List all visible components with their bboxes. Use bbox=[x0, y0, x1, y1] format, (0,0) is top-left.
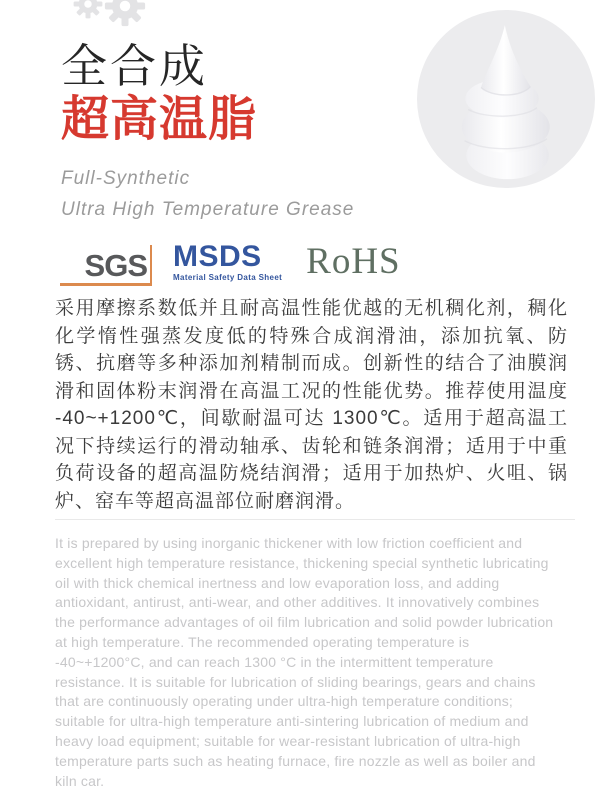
rohs-badge: RoHS bbox=[306, 241, 401, 282]
description-chinese: 采用摩擦系数低并且耐高温性能优越的无机稠化剂，稠化化学惰性强蒸发度低的特殊合成润滑油，添加抗氧、防锈、抗磨等多种添加剂精制而成。创新性的结合了油膜润滑和固体粉末润滑在高温工况的性能优势。推荐使用温度 -40~+1200℃，间歇耐温可达 1300℃。适用于超高温工况下持续运行的滑动轴承、齿轮和链条润滑；适用于中重负荷设备的超高温防烧结润滑；适用于加热炉、火咀、锅炉、窑车等超高温部位耐磨润滑。 bbox=[55, 298, 568, 512]
page-title-cn-line2: 超高温脂 bbox=[61, 93, 258, 146]
header bbox=[61, 40, 354, 225]
sgs-badge bbox=[60, 241, 152, 286]
grease-dollop-image bbox=[448, 14, 558, 194]
gear-icon bbox=[104, 0, 146, 27]
sgs-badge-accent-line bbox=[150, 245, 152, 283]
msds-badge-subtitle: Material Safety Data Sheet bbox=[173, 273, 283, 282]
page-title-cn-line1: 全合成 bbox=[61, 40, 208, 92]
description-english: It is prepared by using inorganic thickener with low friction coefficient and excellent high temperature resistance, thickening special synthetic lubricating oil with thick chemical inertness and low evaporation loss, and adding antioxidant, antirust, anti-wear, and other additives. It innovatively combines the performance advantages of oil film lubrication and solid powder lubrication at high temperature. The recommended operating temperature is -40~+1200°C, and can reach 1300 °C in the intermittent temperature resistance. It is suitable for lubrication of sliding bearings, gears and chains that are continuously operating under ultra-high temperature conditions; suitable for ultra-high temperature anti-sintering lubrication of medium and heavy load equipment; suitable for wear-resistant lubrication of ultra-high temperature parts such as heating furnace, fire nozzle as well as boiler and kiln car. bbox=[55, 535, 554, 789]
subtitle-en-line1: Full-Synthetic bbox=[61, 168, 191, 189]
subtitle-block bbox=[61, 163, 354, 225]
certification-badges bbox=[60, 241, 401, 286]
msds-badge-label: MSDS bbox=[173, 240, 262, 273]
subtitle-en-line2: Ultra High Temperature Grease bbox=[61, 199, 355, 220]
gear-icon bbox=[73, 0, 103, 19]
section-divider bbox=[55, 519, 575, 520]
sgs-badge-label: SGS bbox=[84, 248, 147, 283]
msds-badge bbox=[173, 242, 282, 282]
